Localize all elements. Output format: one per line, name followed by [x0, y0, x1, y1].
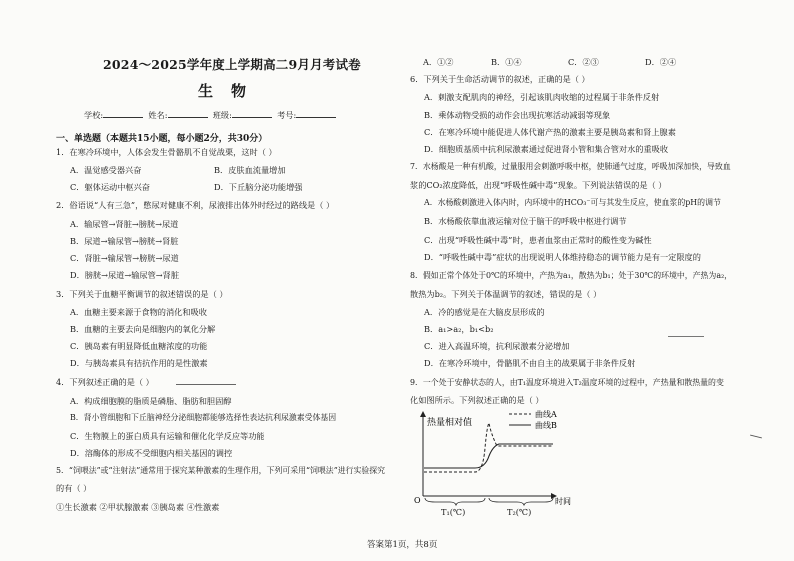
q3-option-a: A．血糖主要来源于食物的消化和吸收: [70, 307, 207, 317]
q6-option-b: B．乘体动物受损的动作会出现抗寒活动减弱等现象: [424, 110, 611, 120]
examno-label: 考号:: [277, 110, 297, 120]
q2-option-a: A．输尿管→肾脏→膀胱→尿道: [70, 219, 179, 229]
q1-option-a: A．温觉感受器兴奋: [70, 165, 142, 175]
q3-option-b: B．血糖的主要去向是细胞内的氧化分解: [70, 324, 216, 334]
q1-option-c: C．躯体运动中枢兴奋: [70, 182, 150, 192]
q5-option-b: B．①④: [491, 57, 522, 67]
margin-rule: [176, 384, 236, 385]
q8-stem-line1: 8．假如正常个体处于0℃的环境中，产热为a₁，散热为b₁；处于30℃的环境中，产热为a₂，: [410, 271, 733, 280]
examno-blank[interactable]: [296, 109, 336, 118]
heat-figure: [405, 408, 595, 508]
margin-rule-right: [668, 336, 704, 337]
q9-stem-line2: 化如图所示。下列叙述正确的是（ ）: [410, 395, 544, 405]
q4-option-d: D．溶酶体的形成不受细胞内相关基因的调控: [70, 448, 233, 458]
figure-t2-label: T₂(℃): [507, 507, 532, 517]
curve-b: [424, 444, 553, 468]
q1-stem: 1．在寒冷环境中，人体会发生骨骼肌不自觉战栗，这时（ ）: [56, 147, 277, 157]
q6-option-a: A．刺激支配肌肉的神经，引起该肌肉收缩的过程属于非条件反射: [424, 92, 660, 102]
q6-stem: 6．下列关于生命活动调节的叙述，正确的是（ ）: [410, 74, 590, 84]
section-heading: 一、单选题（本题共15小题，每小题2分，共30分）: [56, 134, 268, 144]
q6-option-c: C．在寒冷环境中能促进人体代谢产热的激素主要是胰岛素和肾上腺素: [424, 127, 676, 137]
q8-option-d: D．在寒冷环境中，骨骼肌不由自主的战栗属于非条件反射: [424, 358, 636, 368]
q4-option-c: C．生物膜上的蛋白质具有运输和催化化学反应等功能: [70, 431, 265, 441]
q4-option-b: B．肾小管细胞和下丘脑神经分泌细胞都能够选择性表达抗利尿激素受体基因: [70, 413, 337, 422]
q7-option-a: A．水杨酸刺激进入体内时，内环境中的HCO₃⁻可与其发生反应，使血浆的pH的调节: [424, 198, 721, 207]
q7-option-b: B．水杨酸依靠血液运输对位于脑干的呼吸中枢进行调节: [424, 216, 627, 226]
page-footer: 答案第1页，共8页: [367, 540, 438, 550]
curve-a: [424, 423, 553, 472]
figure-ylabel: 热量相对值: [427, 418, 473, 428]
info-fields: [84, 109, 336, 120]
name-label: 姓名:: [148, 110, 168, 120]
q5-stem-line1: 5．“饲喂法”或“注射法”通常用于探究某种激素的生理作用，下列可采用“饲喂法”进行实验探究: [56, 466, 386, 475]
q3-option-c: C．胰岛素有明显降低血糖浓度的功能: [70, 341, 208, 351]
legend-a-label: 曲线A: [535, 410, 557, 419]
figure-origin: O: [414, 496, 421, 505]
q2-option-b: B．尿道→输尿管→膀胱→肾脏: [70, 236, 179, 246]
q3-option-d: D．与胰岛素具有拮抗作用的是性激素: [70, 358, 208, 368]
q7-option-d: D．“呼吸性碱中毒”症状的出现说明人体维持稳态的调节能力是有一定限度的: [424, 252, 701, 262]
q6-option-d: D．细胞质基质中抗利尿激素通过促进肾小管和集合管对水的重吸收: [424, 144, 669, 154]
margin-mark: [750, 435, 762, 439]
school-label: 学校:: [84, 110, 104, 120]
q1-option-d: D．下丘脑分泌功能增强: [214, 182, 303, 192]
class-label: 班级:: [212, 110, 232, 120]
q2-option-c: C．肾脏→输尿管→膀胱→尿道: [70, 253, 179, 263]
q8-option-c: C．进入高温环境，抗利尿激素分泌增加: [424, 341, 570, 351]
t2-brace: [489, 498, 553, 505]
q7-stem-line1: 7．水杨酸是一种有机酸，过量服用会刺激呼吸中枢，使肺通气过度，呼吸加深加快，导致血: [410, 162, 731, 171]
q3-stem: 3．下列关于血糖平衡调节的叙述错误的是（ ）: [56, 289, 228, 299]
q1-option-b: B．皮肤血流量增加: [214, 165, 286, 175]
q5-stem-line2: 的有（ ）: [56, 483, 92, 493]
figure-t1-label: T₁(℃): [441, 507, 466, 517]
q7-option-c: C．出现“呼吸性碱中毒”时，患者血浆由正常时的酸性变为碱性: [424, 235, 652, 245]
name-blank[interactable]: [168, 109, 208, 118]
q8-option-b: B．a₁>a₂，b₁<b₂: [424, 324, 494, 334]
school-blank[interactable]: [103, 109, 143, 118]
class-blank[interactable]: [232, 109, 272, 118]
q4-stem: 4．下列叙述正确的是（ ）: [56, 377, 154, 387]
q9-stem-line1: 9．一个处于安静状态的人，由T₁温度环境进入T₂温度环境的过程中，产热量和散热量的变: [410, 378, 724, 387]
q5-option-d: D．②④: [645, 57, 677, 67]
q5-option-a: A．①②: [423, 57, 454, 67]
q8-option-a: A．冷的感觉是在大脑皮层形成的: [424, 307, 545, 317]
q5-items: ①生长激素 ②甲状腺激素 ③胰岛素 ④性激素: [56, 502, 220, 512]
q5-option-c: C．②③: [568, 57, 599, 67]
q8-stem-line2: 散热为b₂。下列关于体温调节的叙述，错误的是（ ）: [410, 289, 602, 299]
y-axis-arrow: [420, 411, 426, 417]
exam-title: 2024～2025学年度上学期高二9月月考试卷: [103, 57, 361, 72]
figure-xlabel: 时间: [555, 497, 571, 506]
exam-subject: 生物: [198, 82, 265, 100]
q4-option-a: A．构成细胞膜的脂质是磷脂、脂肪和胆固醇: [70, 396, 232, 406]
q7-stem-line2: 浆的CO₂浓度降低，出现“呼吸性碱中毒”现象。下列说法错误的是（ ）: [410, 180, 667, 190]
q2-option-d: D．膀胱→尿道→输尿管→肾脏: [70, 270, 180, 280]
t1-brace: [425, 498, 485, 505]
q2-stem: 2．俗语说“人有三急”，憋尿对健康不利，尿液排出体外时经过的路线是（ ）: [56, 200, 335, 210]
legend-b-label: 曲线B: [535, 421, 557, 430]
